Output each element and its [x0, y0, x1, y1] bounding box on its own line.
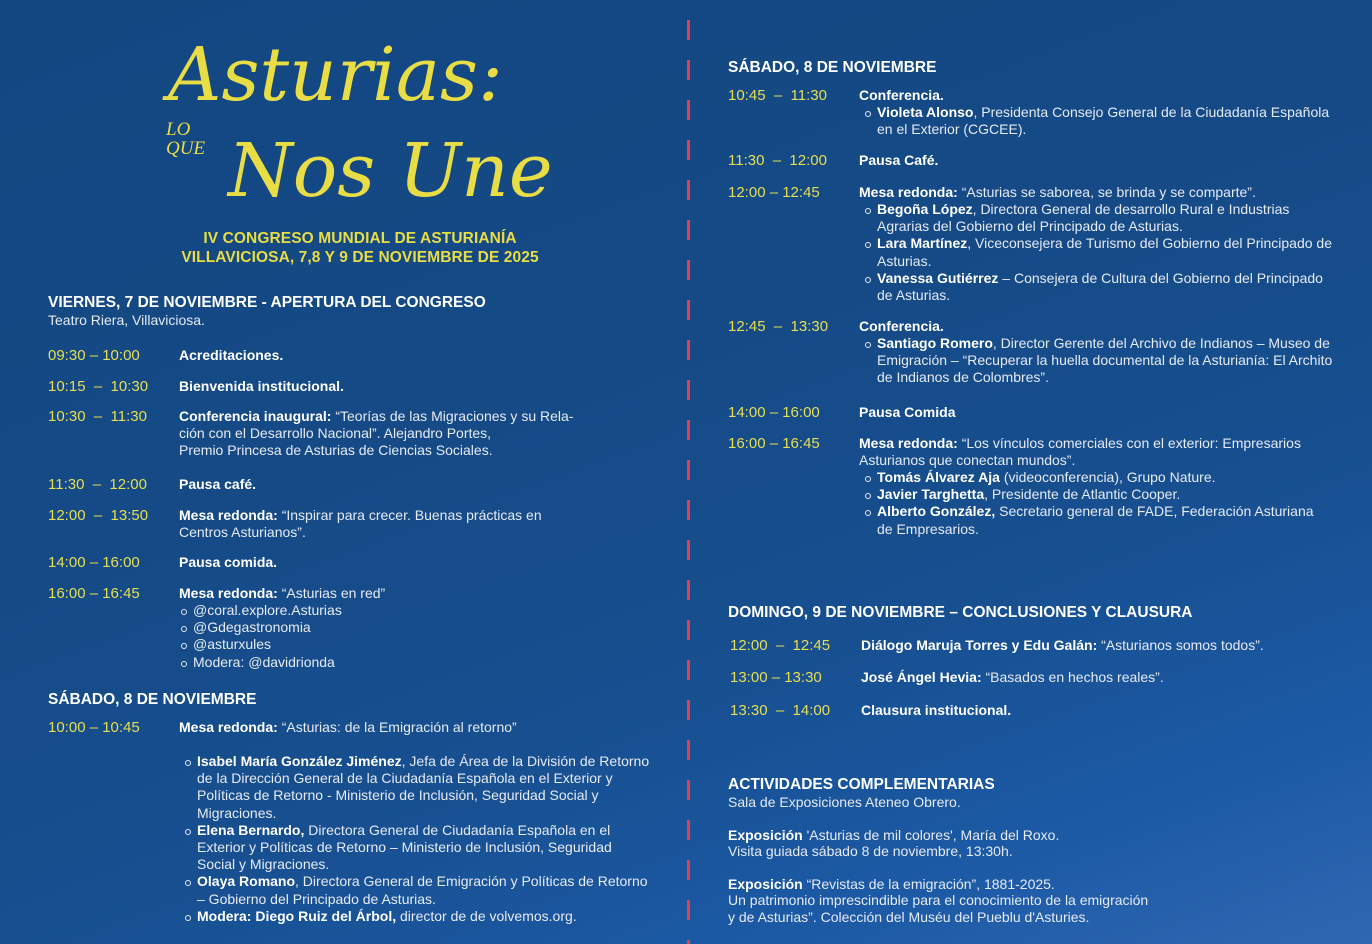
exposition-1 — [728, 827, 1328, 844]
event-title — [150, 24, 570, 274]
item-label: Pausa Comida — [859, 404, 956, 420]
time-range: 10:45 – 11:30 — [728, 87, 827, 104]
schedule-row — [730, 702, 1011, 719]
time-range: 11:30 – 12:00 — [48, 476, 147, 493]
speaker-name: Javier Targhetta — [877, 486, 985, 503]
item-label: Bienvenida institucional. — [179, 378, 344, 394]
activities-place: Sala de Exposiciones Ateneo Obrero. — [728, 794, 961, 810]
item-label: Conferencia inaugural: — [179, 408, 332, 424]
item-text: “Teorías de las Migraciones y su Rela- — [331, 408, 574, 424]
speaker-desc: director de de volvemos.org. — [396, 907, 577, 924]
item-label: Pausa Café. — [859, 152, 939, 168]
time-range: 12:00 – 12:45 — [728, 184, 820, 201]
time-range: 14:00 – 16:00 — [728, 404, 820, 421]
speaker-name: Tomás Álvarez Aja — [877, 469, 1000, 485]
schedule-row — [48, 408, 649, 459]
activities-title: ACTIVIDADES COMPLEMENTARIAS — [728, 776, 995, 793]
time-range: 13:00 – 13:30 — [730, 669, 822, 686]
schedule-row — [48, 476, 256, 493]
speaker-name: Modera: Diego Ruiz del Árbol, — [197, 907, 397, 924]
schedule-row — [730, 637, 1264, 654]
time-range: 09:30 – 10:00 — [48, 347, 140, 364]
schedule-row — [48, 554, 277, 571]
item-text: “Inspirar para crecer. Buenas prácticas en — [277, 507, 542, 523]
item-label: Diálogo Maruja Torres y Edu Galán: — [861, 637, 1098, 653]
item-label: Mesa redonda: — [859, 184, 958, 200]
congress-date-place: VILLAVICIOSA, 7,8 Y 9 DE NOVIEMBRE DE 2025 — [181, 249, 539, 266]
schedule-row — [48, 507, 649, 541]
speaker-desc: Secretario general de FADE, Federación Asturiana de Empresarios. — [877, 503, 1314, 537]
speaker-desc: (videoconferencia), Grupo Nature. — [999, 469, 1216, 485]
speaker-name: Olaya Romano — [197, 873, 296, 890]
item-text: “Asturianos somos todos”. — [1097, 637, 1264, 653]
friday-place: Teatro Riera, Villaviciosa. — [48, 312, 205, 328]
time-range: 10:30 – 11:30 — [48, 408, 147, 425]
expo-label: Exposición — [728, 875, 803, 892]
schedule-row — [48, 378, 344, 395]
item-label: Mesa redonda: — [179, 585, 278, 601]
item-label: Mesa redonda: — [179, 507, 278, 523]
saturday-title: SÁBADO, 8 DE NOVIEMBRE — [728, 59, 937, 76]
expo-text: 'Asturias de mil colores', María del Roxo. — [802, 826, 1060, 843]
saturday-title: SÁBADO, 8 DE NOVIEMBRE — [48, 691, 257, 708]
friday-title: VIERNES, 7 DE NOVIEMBRE - APERTURA DEL CONGRESO — [48, 294, 486, 311]
speaker-desc: , Director Gerente del Archivo de Indianos – Museo de Emigración – “Recuperar la huella documental de la Asturianía: El Archito de Indianos de Colombres”. — [877, 335, 1333, 386]
time-range: 12:00 – 13:50 — [48, 507, 149, 524]
speaker-name: Begoña López — [877, 201, 973, 217]
item-label: Conferencia. — [859, 87, 944, 103]
speaker — [183, 822, 653, 874]
schedule-row — [48, 347, 283, 364]
item-label: Clausura institucional. — [861, 702, 1012, 718]
time-range: 10:00 – 10:45 — [48, 719, 140, 736]
item-label: Mesa redonda: — [859, 435, 958, 451]
item-text: ción con el Desarrollo Nacional”. Alejandro Portes, — [179, 425, 492, 441]
speaker-desc: , Jefa de Área de la División de Retorno de la Dirección General de la Ciudadanía Española en el Exterior y Políticas de Retorno - Ministerio de Inclusión, Seguridad Social y Migraciones. — [197, 753, 650, 821]
title-que: QUE — [166, 138, 206, 159]
time-range: 12:00 – 12:45 — [730, 637, 831, 654]
speaker-desc: , Presidenta Consejo General de la Ciudadanía Española en el Exterior (CGCEE). — [877, 104, 1330, 138]
speaker-name: Alberto González, — [877, 503, 996, 520]
schedule-row — [728, 318, 1339, 387]
title-nos-une: Nos Une — [228, 128, 553, 214]
schedule-row — [728, 435, 1329, 538]
time-range: 12:45 – 13:30 — [728, 318, 829, 335]
speaker-desc: , Presidente de Atlantic Cooper. — [984, 486, 1181, 503]
exposition-2-desc: y de Asturias”. Colección del Muséu del Pueblu d'Asturies. — [728, 908, 1090, 925]
social-handle: @coral.explore.Asturias — [179, 602, 385, 619]
time-range: 13:30 – 14:00 — [730, 702, 831, 719]
speaker-desc: Directora General de Ciudadanía Española en el Exterior y Políticas de Retorno – Ministerio de Inclusión, Seguridad Social y Migraciones. — [197, 821, 612, 873]
schedule-row — [728, 87, 1339, 138]
title-lo-que — [166, 120, 205, 158]
speaker-desc: , Directora General de desarrollo Rural e Industrias Agrarias del Gobierno del Principado de Asturias. — [877, 201, 1290, 235]
speaker-name: Vanessa Gutiérrez — [877, 269, 999, 286]
speaker — [863, 104, 1339, 138]
title-lo: LO — [166, 119, 191, 140]
time-range: 16:00 – 16:45 — [728, 435, 820, 452]
item-text: “Asturias en red” — [277, 585, 386, 601]
time-range: 16:00 – 16:45 — [48, 585, 140, 602]
speaker-name: Lara Martínez — [877, 235, 968, 252]
speaker-name: Santiago Romero — [877, 335, 993, 351]
expo-text: “Revistas de la emigración”, 1881-2025. — [802, 875, 1055, 892]
expo-label: Exposición — [728, 826, 803, 843]
speaker — [863, 486, 1329, 503]
speaker — [863, 270, 1339, 304]
speaker — [183, 908, 653, 925]
speaker — [183, 753, 653, 822]
speaker-name: Isabel María González Jiménez — [197, 753, 402, 769]
time-range: 10:15 – 10:30 — [48, 378, 149, 395]
exposition-1-visit: Visita guiada sábado 8 de noviembre, 13:30h. — [728, 843, 1013, 859]
exposition-2-desc: Un patrimonio imprescindible para el conocimiento de la emigración — [728, 892, 1149, 908]
schedule-row — [728, 184, 1339, 304]
activities-section — [728, 776, 1328, 925]
item-text: “Asturias se saborea, se brinda y se comparte”. — [957, 184, 1256, 200]
speaker — [863, 235, 1339, 269]
item-label: Pausa comida. — [179, 554, 278, 570]
speaker — [863, 335, 1339, 387]
schedule-row — [728, 152, 938, 169]
item-text: Premio Princesa de Asturias de Ciencias Sociales. — [179, 442, 493, 458]
speaker-name: Elena Bernardo, — [197, 821, 305, 838]
speaker-desc: – Consejera de Cultura del Gobierno del Principado de Asturias. — [877, 269, 1323, 304]
time-range: 14:00 – 16:00 — [48, 554, 140, 571]
item-text: “Asturias: de la Emigración al retorno” — [277, 719, 517, 735]
item-label: Conferencia. — [859, 318, 944, 334]
item-label: Acreditaciones. — [179, 347, 284, 363]
schedule-row — [48, 719, 659, 925]
speaker — [863, 469, 1329, 486]
item-label: Mesa redonda: — [179, 719, 278, 735]
schedule-row — [728, 404, 955, 421]
exposition-2 — [728, 876, 1328, 893]
sunday-title: DOMINGO, 9 DE NOVIEMBRE – CONCLUSIONES Y CLAUSURA — [728, 604, 1193, 621]
time-range: 11:30 – 12:00 — [728, 152, 827, 169]
speaker-desc: , Viceconsejera de Turismo del Gobierno del Principado de Asturias. — [877, 235, 1332, 269]
friday-header — [48, 294, 486, 329]
social-handle: @asturxules — [179, 636, 385, 653]
schedule-row — [48, 585, 385, 671]
speaker — [863, 201, 1339, 235]
item-text: “Basados en hechos reales”. — [981, 669, 1164, 685]
item-text: Centros Asturianos”. — [179, 524, 306, 540]
title-asturias: Asturias: — [168, 32, 503, 118]
item-text: “Los vínculos comerciales con el exterior: Empresarios Asturianos que conectan mundos”. — [859, 435, 1301, 468]
speaker — [863, 503, 1329, 537]
schedule-row — [730, 669, 1164, 686]
speaker — [183, 873, 653, 907]
sunday-header — [728, 604, 1193, 622]
speaker-name: Violeta Alonso — [877, 104, 974, 120]
item-label: Pausa café. — [179, 476, 257, 492]
dashed-divider — [687, 0, 690, 944]
item-label: José Ángel Hevia: — [861, 669, 982, 685]
saturday-header-right — [728, 59, 936, 77]
saturday-header-left — [48, 691, 256, 709]
social-handle: @Gdegastronomia — [179, 619, 385, 636]
congress-name: IV CONGRESO MUNDIAL DE ASTURIANÍA — [203, 230, 517, 247]
speaker-desc: , Directora General de Emigración y Políticas de Retorno – Gobierno del Principado de Asturias. — [197, 873, 648, 907]
moderator: Modera: @davidrionda — [179, 654, 385, 671]
